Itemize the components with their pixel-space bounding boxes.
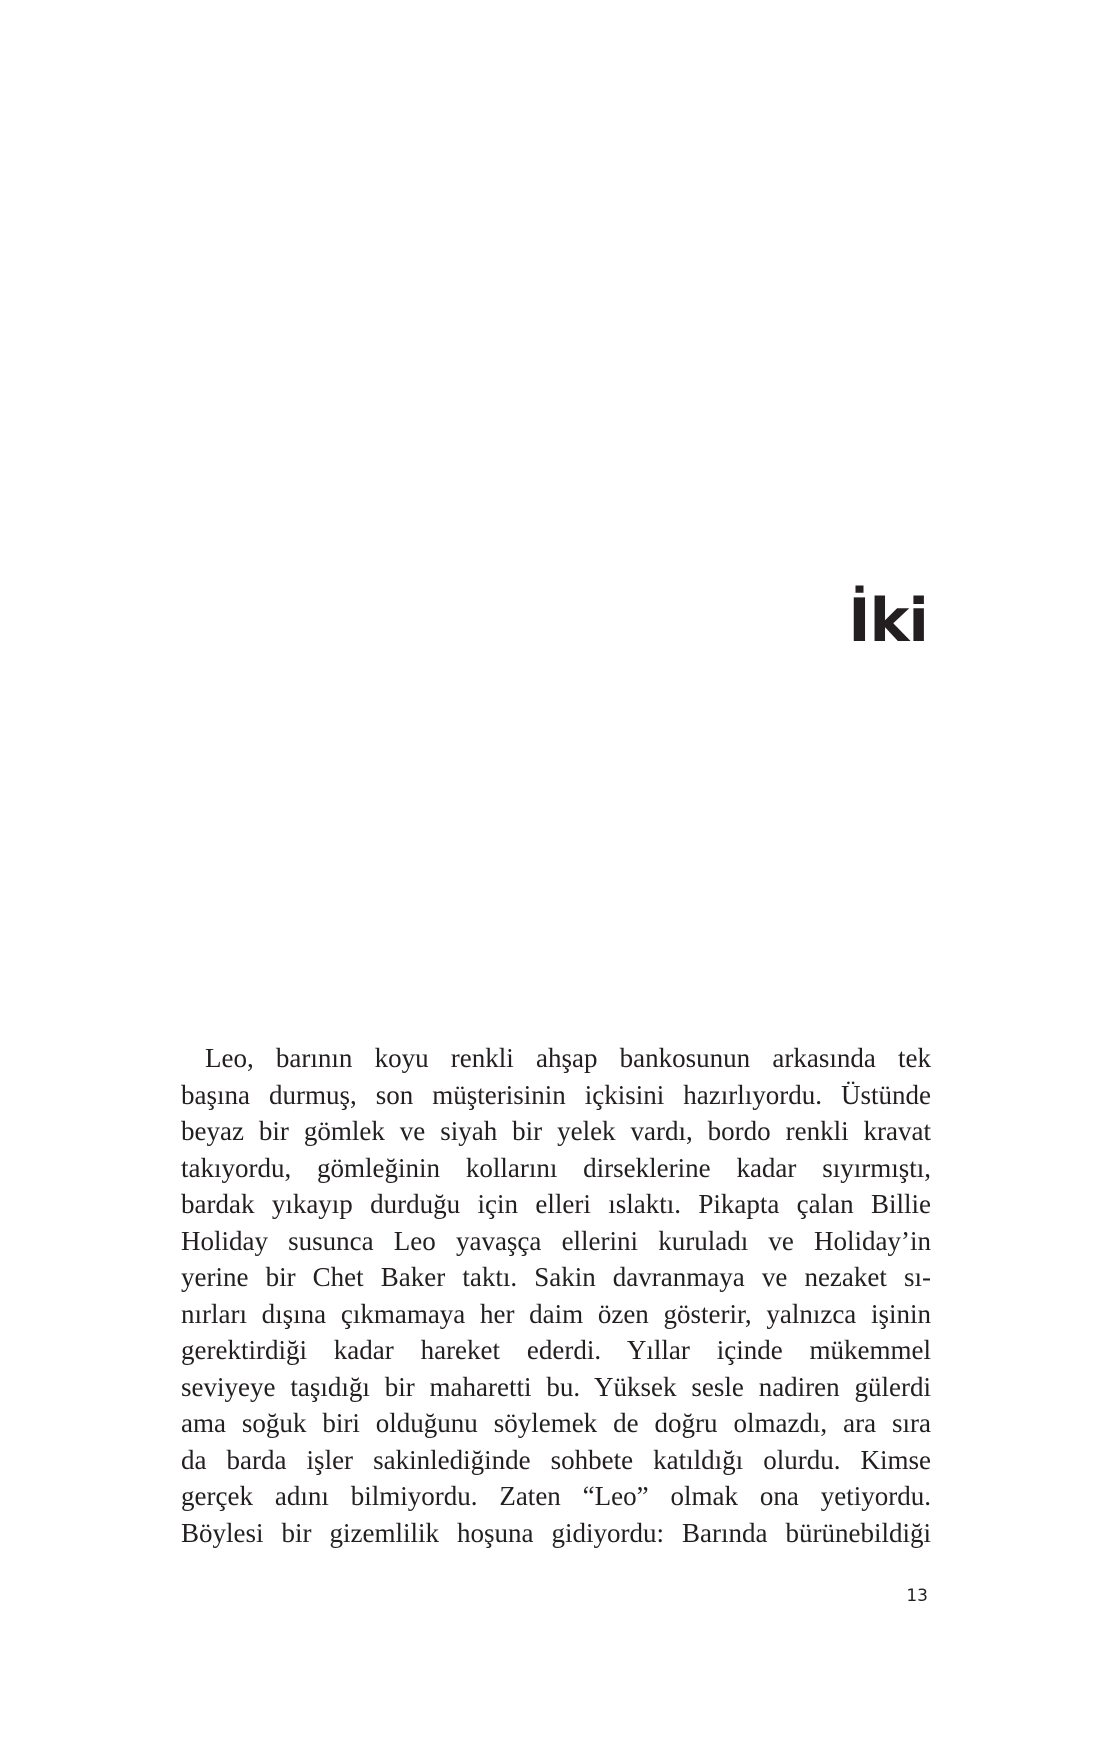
text-line: seviyeye taşıdığı bir maharetti bu. Yüksek sesle nadiren gülerdi: [181, 1371, 931, 1402]
text-line: yerine bir Chet Baker taktı. Sakin davranmaya ve nezaket sı-: [181, 1262, 931, 1292]
text-line: Leo, barının koyu renkli ahşap bankosunun arkasında tek: [205, 1043, 931, 1073]
text-line: beyaz bir gömlek ve siyah bir yelek vardı, bordo renkli kravat: [181, 1116, 931, 1146]
text-line: başına durmuş, son müşterisinin içkisini hazırlıyordu. Üstünde: [181, 1079, 931, 1110]
text-line: Holiday susunca Leo yavaşça ellerini kuruladı ve Holiday’in: [181, 1225, 931, 1256]
chapter-title: İki: [848, 586, 928, 656]
text-line: takıyordu, gömleğinin kollarını dirseklerine kadar sıyırmıştı,: [181, 1152, 931, 1183]
text-line: gerektirdiği kadar hareket ederdi. Yıllar içinde mükemmel: [181, 1335, 931, 1365]
text-line: Böylesi bir gizemlilik hoşuna gidiyordu: Barında bürünebildiği: [181, 1517, 931, 1548]
text-line: da barda işler sakinlediğinde sohbete katıldığı olurdu. Kimse: [181, 1444, 931, 1475]
text-line: gerçek adını bilmiyordu. Zaten “Leo” olmak ona yetiyordu.: [181, 1481, 931, 1511]
page-number: 13: [906, 1586, 928, 1606]
text-line: bardak yıkayıp durduğu için elleri ıslaktı. Pikapta çalan Billie: [181, 1189, 931, 1219]
text-line: nırları dışına çıkmamaya her daim özen gösterir, yalnızca işinin: [181, 1298, 931, 1329]
body-text: [181, 1040, 931, 1551]
text-line: ama soğuk biri olduğunu söylemek de doğru olmazdı, ara sıra: [181, 1408, 931, 1438]
